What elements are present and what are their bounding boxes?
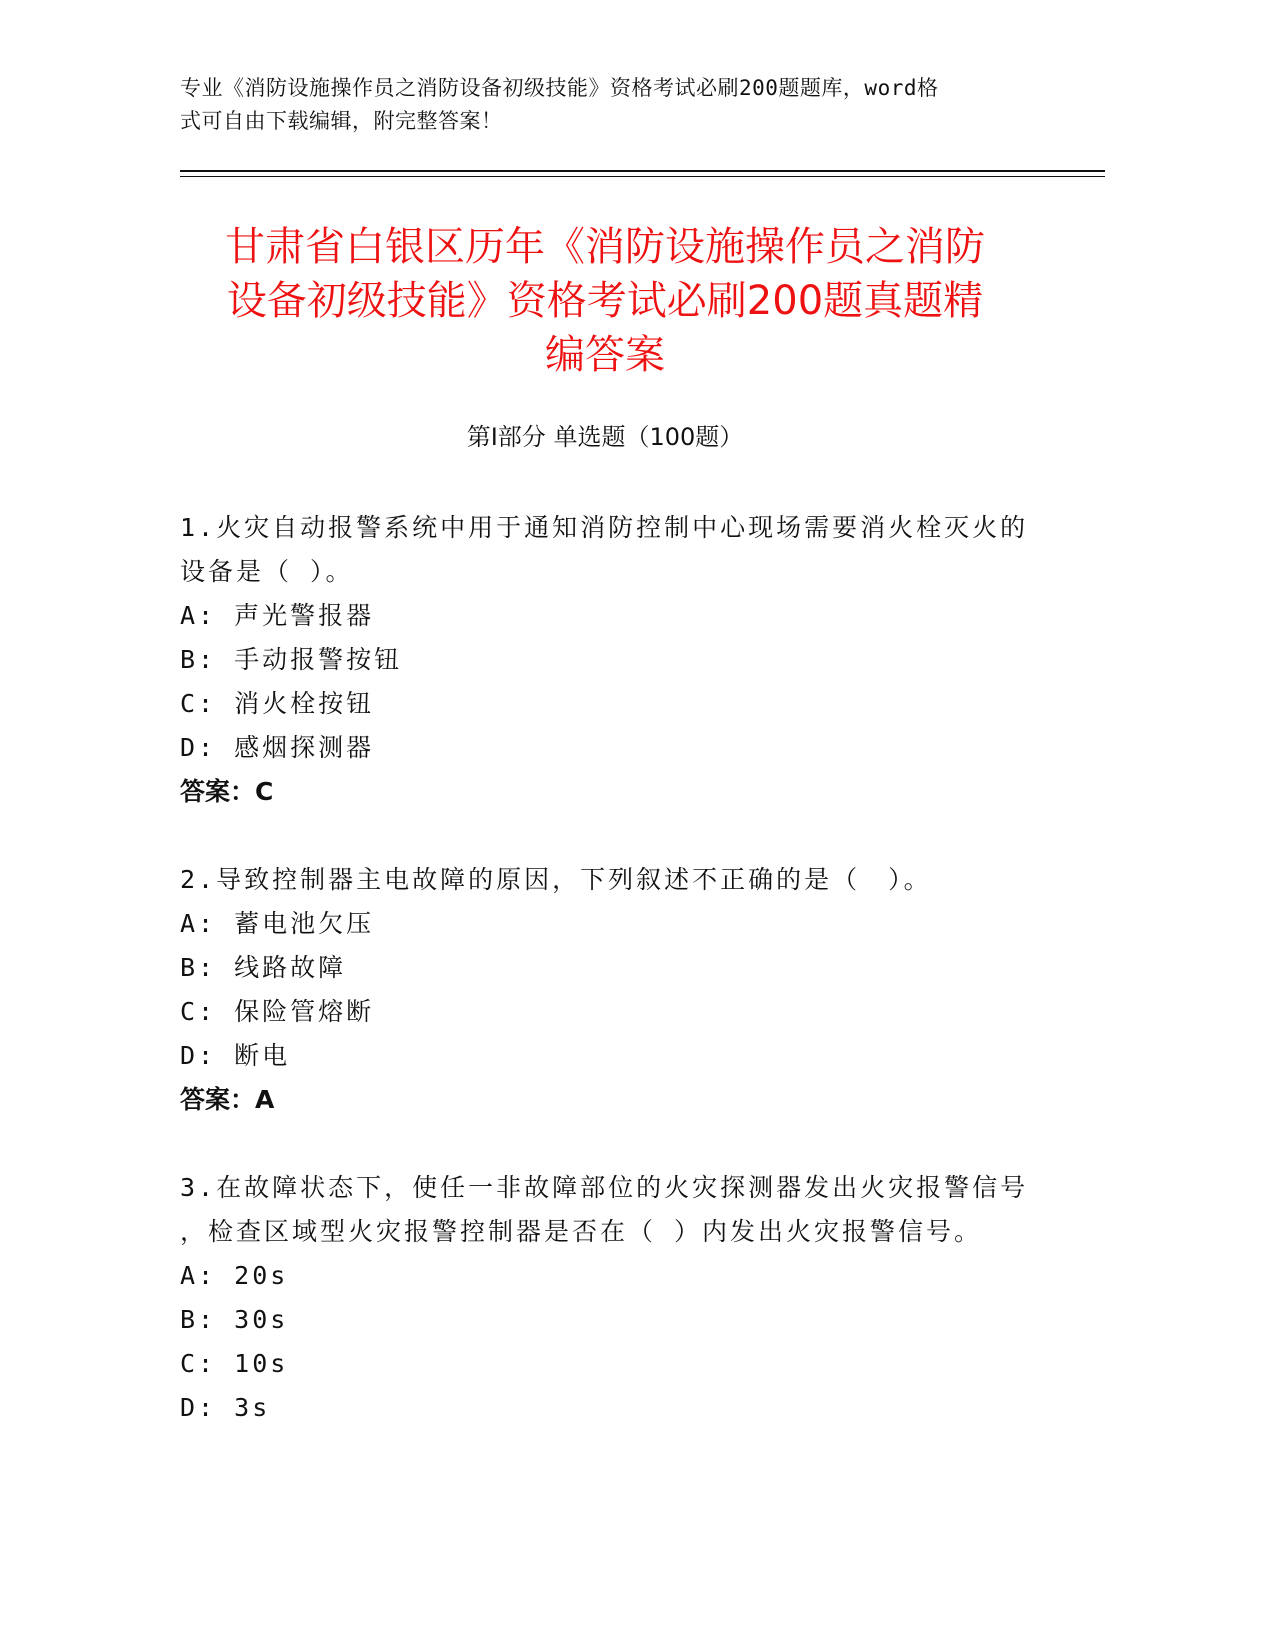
section-title: 第Ⅰ部分 单选题（100题） — [466, 423, 744, 451]
option-a: A: 20s — [180, 1261, 289, 1290]
document-title — [180, 220, 1030, 382]
option-d: D: 3s — [180, 1393, 271, 1422]
header-note-line-2: 式可自由下载编辑，附完整答案！ — [180, 109, 503, 133]
header-note-line-1: 专业《消防设施操作员之消防设备初级技能》资格考试必刷200题题库，word格 — [180, 76, 939, 100]
question-stem-continued: 设备是（ ）。 — [180, 557, 354, 586]
document-title-line-3: 编答案 — [545, 332, 665, 378]
option-c: C: 10s — [180, 1349, 289, 1378]
document-title-line-2: 设备初级技能》资格考试必刷200题真题精 — [226, 278, 984, 324]
document-title-line-1: 甘肃省白银区历年《消防设施操作员之消防 — [225, 224, 985, 270]
option-c: C: 消火栓按钮 — [180, 689, 375, 718]
question-3 — [180, 1166, 1040, 1430]
answer: 答案：A — [180, 1085, 275, 1114]
question-stem-continued: ，检查区域型火灾报警控制器是否在（ ）内发出火灾报警信号。 — [180, 1217, 983, 1246]
question-1 — [180, 506, 1040, 814]
question-stem: 2.导致控制器主电故障的原因，下列叙述不正确的是（ ）。 — [180, 865, 932, 894]
question-2 — [180, 858, 1040, 1122]
option-c: C: 保险管熔断 — [180, 997, 375, 1026]
question-stem: 1.火灾自动报警系统中用于通知消防控制中心现场需要消火栓灭火的 — [180, 513, 1029, 542]
option-a: A: 蓄电池欠压 — [180, 909, 375, 938]
option-b: B: 线路故障 — [180, 953, 347, 982]
option-a: A: 声光警报器 — [180, 601, 375, 630]
option-b: B: 30s — [180, 1305, 289, 1334]
answer: 答案：C — [180, 777, 274, 806]
question-list — [180, 506, 1040, 1474]
header-divider-thin — [180, 176, 1105, 177]
header-note — [180, 72, 1030, 138]
option-d: D: 感烟探测器 — [180, 733, 375, 762]
header-divider-thick — [180, 170, 1105, 172]
option-b: B: 手动报警按钮 — [180, 645, 403, 674]
question-stem: 3.在故障状态下，使任一非故障部位的火灾探测器发出火灾报警信号 — [180, 1173, 1029, 1202]
option-d: D: 断电 — [180, 1041, 291, 1070]
